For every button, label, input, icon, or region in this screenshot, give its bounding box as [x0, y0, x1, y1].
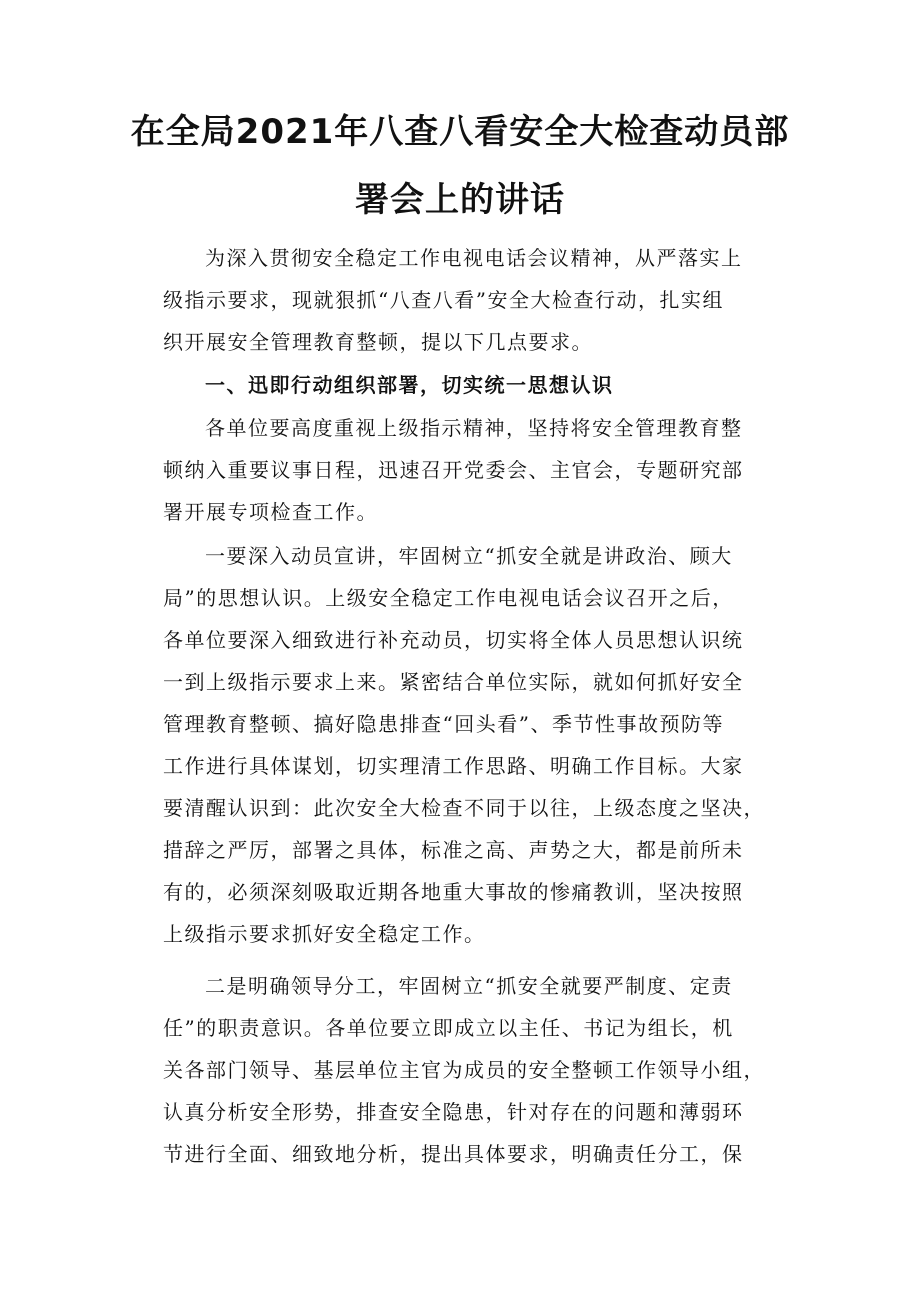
- paragraph-1-line-3: 织开展安全管理教育整顿，提以下几点要求。: [163, 330, 593, 354]
- paragraph-3-line-1: 一要深入动员宣讲，牢固树立“抓安全就是讲政治、顾大: [205, 544, 733, 568]
- paragraph-3-line-8: 措辞之严厉，部署之具体，标准之高、声势之大，都是前所未: [163, 838, 744, 862]
- paragraph-2-line-1: 各单位要高度重视上级指示精神，坚持将安全管理教育整: [205, 416, 743, 440]
- paragraph-1-line-1: 为深入贯彻安全稳定工作电视电话会议精神，从严落实上: [205, 246, 743, 270]
- paragraph-3-line-6: 工作进行具体谋划，切实理清工作思路、明确工作目标。大家: [163, 754, 744, 778]
- section-heading-1: 一、迅即行动组织部署，切实统一思想认识: [205, 373, 614, 397]
- document-title-line-1: 在全局2021年八查八看安全大检查动员部: [130, 112, 790, 152]
- paragraph-3-line-10: 上级指示要求抓好安全稳定工作。: [163, 922, 486, 946]
- paragraph-3-line-5: 管理教育整顿、搞好隐患排查“回头看”、季节性事故预防等: [163, 712, 724, 736]
- paragraph-3-line-7: 要清醒认识到：此次安全大检查不同于以往，上级态度之坚决，: [163, 796, 765, 820]
- paragraph-4-line-5: 节进行全面、细致地分析，提出具体要求，明确责任分工，保: [163, 1142, 744, 1166]
- paragraph-4-line-3: 关各部门领导、基层单位主官为成员的安全整顿工作领导小组，: [163, 1058, 765, 1082]
- paragraph-3-line-4: 一到上级指示要求上来。紧密结合单位实际，就如何抓好安全: [163, 670, 744, 694]
- paragraph-4-line-1: 二是明确领导分工，牢固树立“抓安全就要严制度、定责: [205, 974, 733, 998]
- document-title-line-2: 署会上的讲话: [355, 180, 565, 220]
- paragraph-2-line-3: 署开展专项检查工作。: [163, 500, 378, 524]
- paragraph-4-line-2: 任”的职责意识。各单位要立即成立以主任、书记为组长，机: [163, 1016, 734, 1040]
- paragraph-4-line-4: 认真分析安全形势，排查安全隐患，针对存在的问题和薄弱环: [163, 1100, 744, 1124]
- paragraph-1-line-2: 级指示要求，现就狠抓“八查八看”安全大检查行动，扎实组: [163, 288, 724, 312]
- paragraph-2-line-2: 顿纳入重要议事日程，迅速召开党委会、主官会，专题研究部: [163, 458, 744, 482]
- paragraph-3-line-2: 局”的思想认识。上级安全稳定工作电视电话会议召开之后，: [163, 586, 734, 610]
- paragraph-3-line-9: 有的，必须深刻吸取近期各地重大事故的惨痛教训，坚决按照: [163, 880, 744, 904]
- paragraph-3-line-3: 各单位要深入细致进行补充动员，切实将全体人员思想认识统: [163, 628, 744, 652]
